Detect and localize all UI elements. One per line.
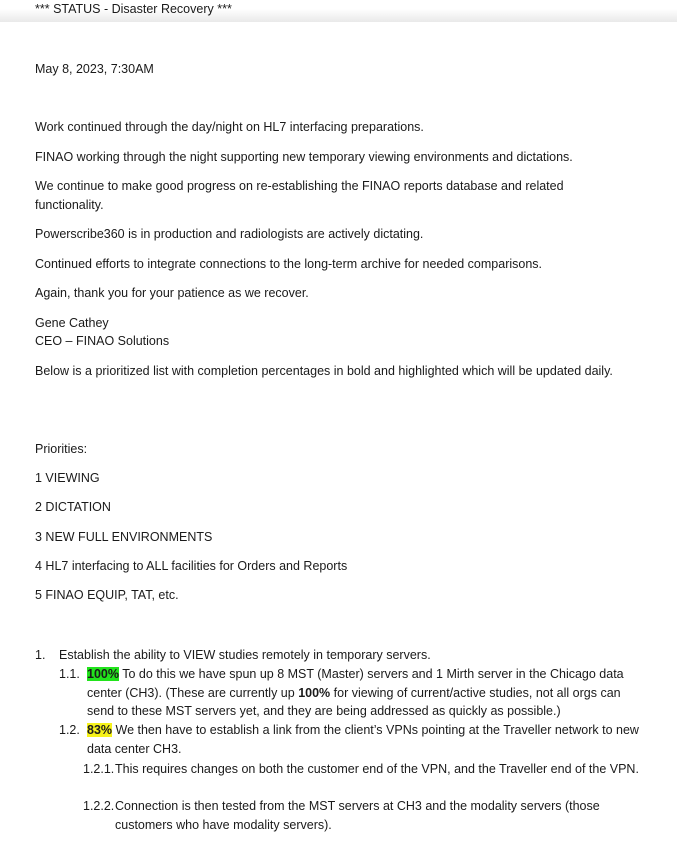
priority-item: 3 NEW FULL ENVIRONMENTS bbox=[35, 530, 213, 544]
document-title: *** STATUS - Disaster Recovery *** bbox=[35, 2, 232, 16]
completion-badge: 83% bbox=[87, 723, 113, 737]
priority-item: 1 VIEWING bbox=[35, 471, 100, 485]
paragraph: We continue to make good progress on re-establishing the FINAO reports database and related functionality. bbox=[35, 179, 564, 212]
priorities-heading: Priorities: bbox=[35, 442, 88, 456]
list-item: Establish the ability to VIEW studies remotely in temporary servers. bbox=[59, 648, 431, 662]
signature-title: CEO – FINAO Solutions bbox=[35, 334, 170, 348]
priority-item: 2 DICTATION bbox=[35, 500, 111, 514]
list-item: Connection is then tested from the MST servers at CH3 and the modality servers (those customers who have modality servers). bbox=[115, 799, 600, 832]
bold-percentage: 100% bbox=[298, 685, 331, 700]
list-number: 1.2.1. bbox=[83, 762, 115, 776]
signature-name: Gene Cathey bbox=[35, 316, 109, 330]
intro-paragraph: Below is a prioritized list with completion percentages in bold and highlighted which will be updated daily. bbox=[35, 364, 613, 378]
list-number: 1.2. bbox=[59, 723, 80, 737]
priority-item: 4 HL7 interfacing to ALL facilities for Orders and Reports bbox=[35, 559, 348, 573]
paragraph: FINAO working through the night supporting new temporary viewing environments and dictations. bbox=[35, 150, 573, 164]
list-item bbox=[87, 665, 647, 721]
list-item-text: To do this we have spun up 8 MST (Master) servers and 1 Mirth server in the Chicago data center (CH3). (These are currently up bbox=[87, 667, 624, 700]
paragraph: Again, thank you for your patience as we recover. bbox=[35, 286, 309, 300]
list-item: This requires changes on both the customer end of the VPN, and the Traveller end of the VPN. bbox=[115, 762, 639, 776]
paragraph: Continued efforts to integrate connections to the long-term archive for needed comparisons. bbox=[35, 257, 543, 271]
list-number: 1.1. bbox=[59, 667, 80, 681]
list-item-text: We then have to establish a link from the client’s VPNs pointing at the Traveller network to new data center CH3. bbox=[87, 723, 639, 756]
completion-badge: 100% bbox=[87, 667, 119, 681]
list-number: 1.2.2. bbox=[83, 799, 115, 813]
list-number: 1. bbox=[35, 648, 46, 662]
list-item-text: for viewing of current/active studies, not all orgs can send to these MST servers yet, and they are being addressed as quickly as possible.) bbox=[87, 685, 621, 718]
list-item bbox=[87, 721, 657, 758]
paragraph: Work continued through the day/night on HL7 interfacing preparations. bbox=[35, 120, 424, 134]
status-date: May 8, 2023, 7:30AM bbox=[35, 62, 154, 76]
paragraph: Powerscribe360 is in production and radiologists are actively dictating. bbox=[35, 227, 424, 241]
priority-item: 5 FINAO EQUIP, TAT, etc. bbox=[35, 588, 179, 602]
